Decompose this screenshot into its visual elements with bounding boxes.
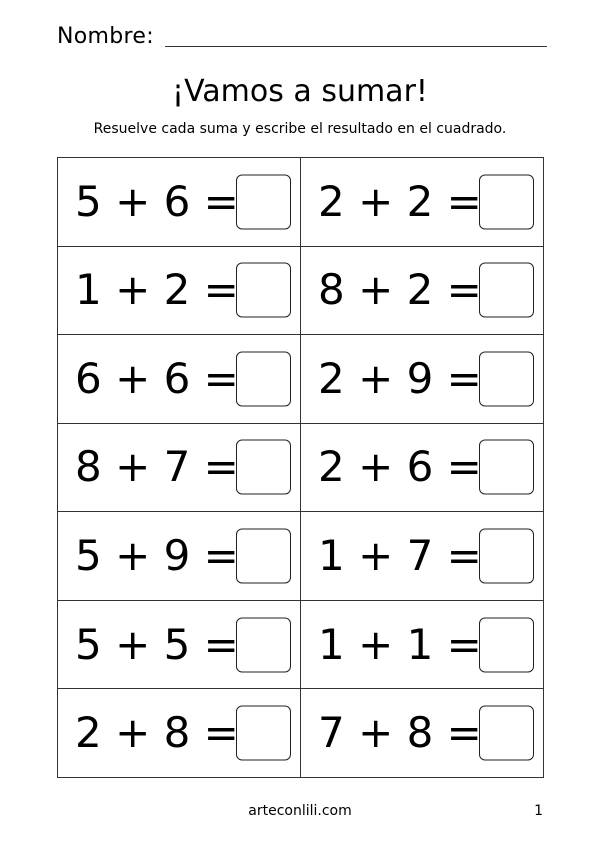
footer-website: arteconlili.com — [248, 803, 352, 819]
answer-box[interactable] — [479, 263, 534, 318]
page-title: ¡Vamos a sumar! — [172, 74, 428, 109]
name-write-line[interactable] — [165, 46, 547, 47]
problem-cell — [58, 424, 301, 513]
addition-expression: 1 + 2 = — [75, 265, 239, 315]
problem-cell — [301, 601, 544, 690]
problem-cell — [58, 512, 301, 601]
answer-box[interactable] — [236, 706, 291, 761]
problem-cell — [301, 424, 544, 513]
addition-expression: 1 + 7 = — [318, 531, 482, 581]
answer-box[interactable] — [236, 263, 291, 318]
problem-cell — [301, 689, 544, 778]
answer-box[interactable] — [236, 351, 291, 406]
addition-expression: 2 + 2 = — [318, 176, 482, 226]
problem-cell — [58, 247, 301, 336]
addition-expression: 8 + 2 = — [318, 265, 482, 315]
problem-cell — [58, 335, 301, 424]
addition-expression: 8 + 7 = — [75, 442, 239, 492]
answer-box[interactable] — [479, 617, 534, 672]
addition-expression: 5 + 5 = — [75, 619, 239, 669]
problem-cell — [301, 512, 544, 601]
addition-expression: 2 + 9 = — [318, 353, 482, 403]
problem-cell — [301, 158, 544, 247]
problem-cell — [58, 601, 301, 690]
addition-expression: 7 + 8 = — [318, 708, 482, 758]
name-field-row — [57, 24, 547, 54]
problems-grid — [57, 157, 544, 778]
addition-expression: 1 + 1 = — [318, 619, 482, 669]
answer-box[interactable] — [479, 440, 534, 495]
answer-box[interactable] — [236, 617, 291, 672]
problem-cell — [301, 335, 544, 424]
answer-box[interactable] — [236, 440, 291, 495]
addition-expression: 6 + 6 = — [75, 353, 239, 403]
problem-cell — [58, 158, 301, 247]
problem-cell — [58, 689, 301, 778]
instructions: Resuelve cada suma y escribe el resultado en el cuadrado. — [93, 121, 507, 137]
answer-box[interactable] — [479, 706, 534, 761]
problem-cell — [301, 247, 544, 336]
addition-expression: 2 + 8 = — [75, 708, 239, 758]
addition-expression: 5 + 6 = — [75, 176, 239, 226]
answer-box[interactable] — [479, 174, 534, 229]
answer-box[interactable] — [236, 174, 291, 229]
page-number: 1 — [534, 803, 543, 819]
answer-box[interactable] — [479, 351, 534, 406]
name-label: Nombre: — [57, 24, 154, 49]
answer-box[interactable] — [479, 529, 534, 584]
answer-box[interactable] — [236, 529, 291, 584]
addition-expression: 5 + 9 = — [75, 531, 239, 581]
addition-expression: 2 + 6 = — [318, 442, 482, 492]
